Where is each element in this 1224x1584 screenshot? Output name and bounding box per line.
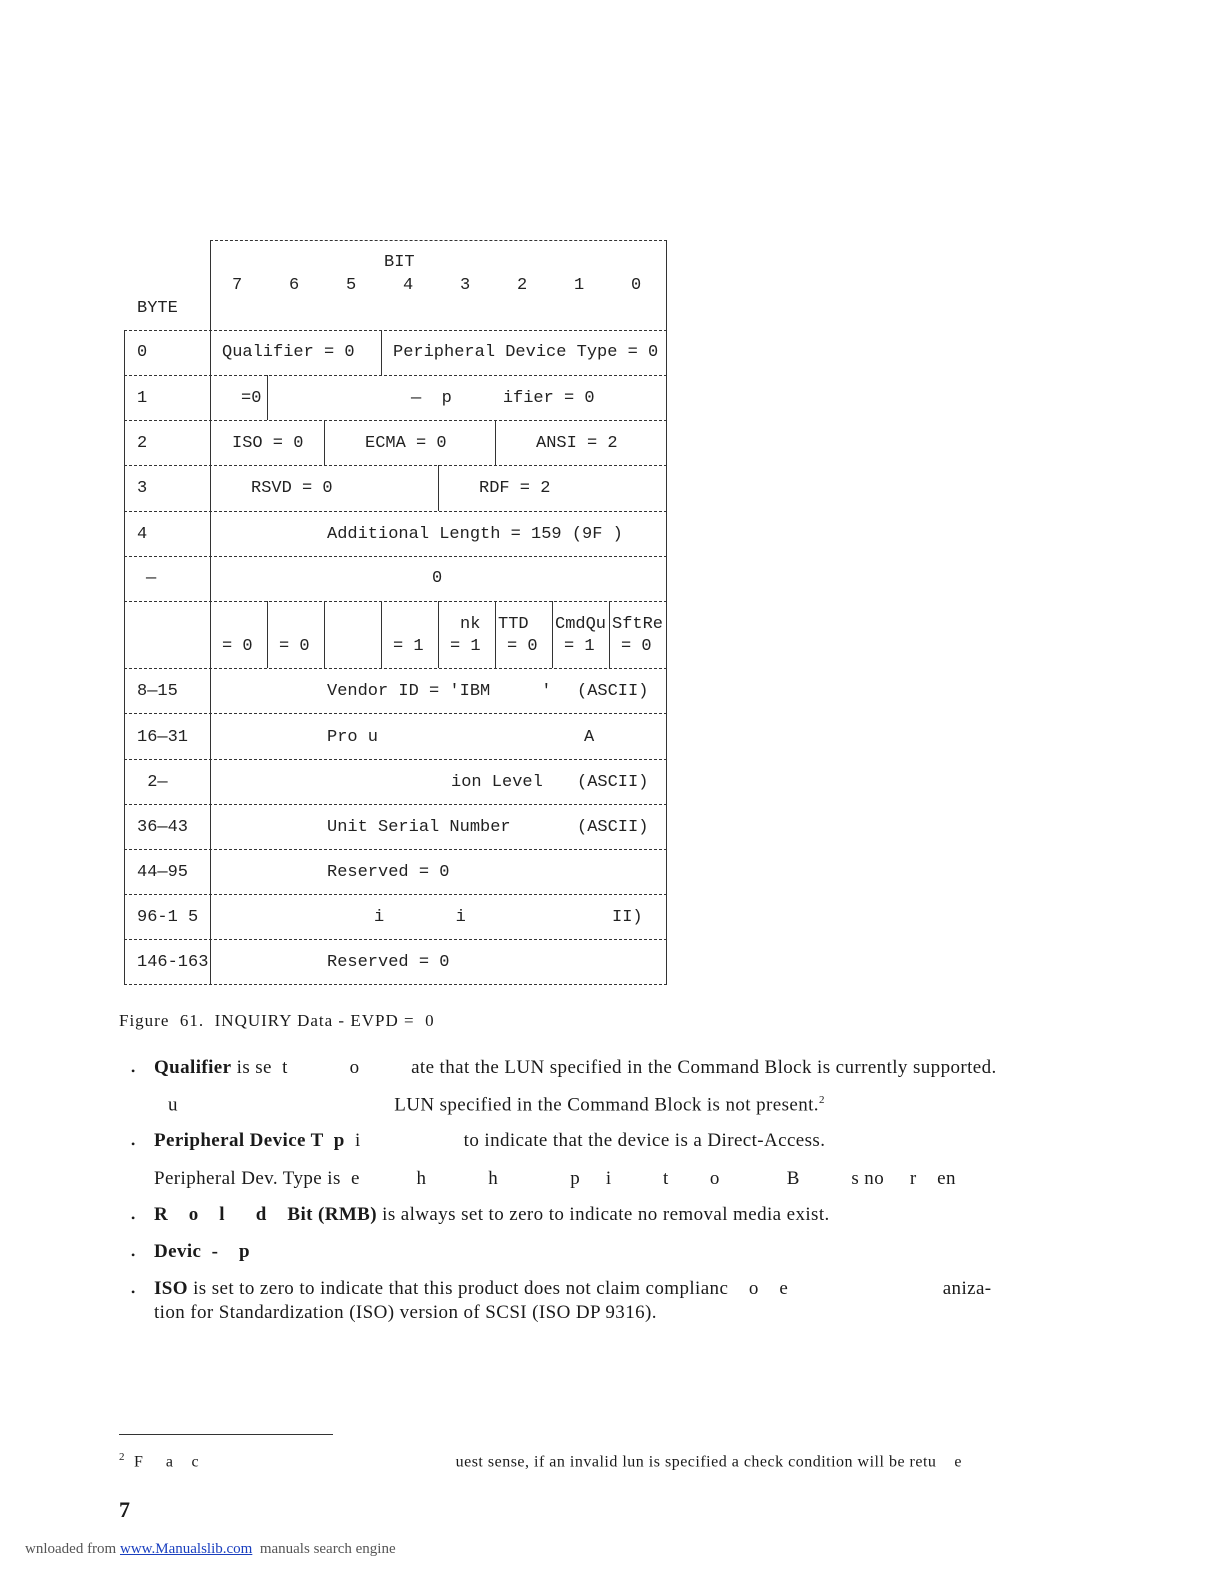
encoding-cell: (ASCII): [577, 682, 649, 701]
byte-cell: 146-163: [137, 953, 209, 972]
peripheral-device-type-cell: Peripheral Device Type = 0: [393, 343, 659, 362]
byte-cell: 1: [137, 389, 148, 408]
list-item: [154, 1241, 250, 1263]
encoding-cell: A: [584, 728, 595, 747]
term: ISO: [154, 1278, 188, 1299]
description: u LUN specified in the Command Block is not present.: [168, 1094, 819, 1116]
footnote-mark: 2: [119, 1451, 125, 1463]
byte-cell: 2: [137, 434, 148, 453]
table-line: [495, 420, 496, 465]
iso-cell: ISO = 0: [232, 434, 304, 453]
table-line: [124, 849, 667, 850]
reserved-cell: 0: [432, 569, 443, 588]
table-line: [124, 984, 667, 985]
byte-cell: 3: [137, 479, 148, 498]
additional-length-cell: Additional Length = 159 (9F ): [327, 525, 623, 544]
table-line: [124, 465, 667, 466]
bullet-dot-icon: •: [131, 1137, 136, 1151]
flag-value: = 1: [564, 637, 595, 656]
byte-cell: 36—43: [137, 818, 189, 837]
unit-serial-number-cell: Unit Serial Number: [327, 818, 511, 837]
byte-header: BYTE: [137, 299, 178, 318]
encoding-cell: (ASCII): [577, 773, 649, 792]
reserved-cell: Reserved = 0: [327, 953, 450, 972]
qualifier-cell: Qualifier = 0: [222, 343, 355, 362]
bit-number: 6: [289, 276, 300, 295]
description: is set to zero to indicate that this product does not claim complianc o e aniza-: [187, 1278, 992, 1299]
table-line: [124, 601, 667, 602]
bit-number: 1: [574, 276, 585, 295]
ecma-cell: ECMA = 0: [365, 434, 447, 453]
flag-name: CmdQu: [555, 615, 607, 634]
table-line: [124, 420, 667, 421]
bit-number: 7: [232, 276, 243, 295]
byte-cell: 96-1 5: [137, 908, 199, 927]
bit-number: 0: [631, 276, 642, 295]
footnote-text: F a c uest sense, if an invalid lun is specified a check condition will be retu e: [134, 1453, 963, 1471]
bit-number: 5: [346, 276, 357, 295]
byte-cell: 44—95: [137, 863, 189, 882]
table-line: [324, 420, 325, 465]
table-line: [495, 601, 496, 668]
table-line: [210, 240, 211, 985]
download-footer: [25, 1541, 396, 1558]
list-item: [154, 1130, 825, 1152]
table-line: [124, 894, 667, 895]
list-item: [154, 1278, 992, 1300]
byte-cell: 8—15: [137, 682, 178, 701]
footnote-divider: [119, 1434, 333, 1435]
table-line: [438, 465, 439, 511]
table-line: [124, 556, 667, 557]
table-line: [267, 375, 268, 420]
reserved-cell: Reserved = 0: [327, 863, 450, 882]
flag-value: = 0: [222, 637, 253, 656]
table-line: [124, 804, 667, 805]
list-item: [154, 1057, 997, 1079]
term: Qualifier: [154, 1057, 232, 1078]
table-line: [210, 240, 667, 241]
bit-number: 3: [460, 276, 471, 295]
flag-value: = 0: [621, 637, 652, 656]
term: Peripheral Device T p: [154, 1130, 345, 1151]
table-line: [124, 511, 667, 512]
table-line: [609, 601, 610, 668]
table-line: [124, 330, 125, 985]
manualslib-link[interactable]: www.Manualslib.com: [119, 1541, 253, 1557]
table-line: [124, 939, 667, 940]
list-item-continuation: Peripheral Dev. Type is e h h p i t o B s no r en: [154, 1168, 956, 1189]
flag-value: = 0: [279, 637, 310, 656]
table-line: [267, 601, 268, 668]
table-line: [666, 240, 667, 985]
byte-cell: 16—31: [137, 728, 189, 747]
table-line: [552, 601, 553, 668]
byte-cell: —: [146, 569, 157, 588]
flag-name: SftRe: [612, 615, 664, 634]
field-cell: i i: [374, 908, 466, 927]
footer-prefix: wnloaded from: [25, 1541, 120, 1557]
table-line: [124, 713, 667, 714]
flag-value: = 0: [507, 637, 538, 656]
rsvd-cell: RSVD = 0: [251, 479, 333, 498]
bit-number: 4: [403, 276, 414, 295]
bit-number: 2: [517, 276, 528, 295]
flag-value: = 1: [393, 637, 424, 656]
table-line: [438, 601, 439, 668]
table-line: [381, 601, 382, 668]
table-line: [124, 668, 667, 669]
flag-name: nk: [460, 615, 481, 634]
device-type-modifier-cell: — p ifier = 0: [411, 389, 595, 408]
byte-cell: 2—: [137, 773, 168, 792]
byte-cell: 4: [137, 525, 148, 544]
encoding-cell: (ASCII): [577, 818, 649, 837]
bullet-dot-icon: •: [131, 1248, 136, 1262]
bit-header: BIT: [384, 253, 415, 272]
term: R o l d Bit (RMB): [154, 1204, 377, 1225]
footnote-ref[interactable]: 2: [818, 1094, 825, 1106]
byte-cell: 0: [137, 343, 148, 362]
bullet-dot-icon: •: [131, 1064, 136, 1078]
list-item-continuation: [168, 1094, 825, 1116]
table-line: [124, 375, 667, 376]
list-item: [154, 1204, 830, 1226]
table-line: [124, 759, 667, 760]
encoding-cell: II): [612, 908, 643, 927]
table-line: [381, 330, 382, 375]
table-line: [324, 601, 325, 668]
footnote: [119, 1451, 962, 1471]
description: is always set to zero to indicate no removal media exist.: [376, 1204, 830, 1225]
page-number: 7: [119, 1497, 130, 1522]
term: Devic - p: [154, 1241, 250, 1262]
description: is se t o ate that the LUN specified in the Command Block is currently supported.: [231, 1057, 997, 1078]
rdf-cell: RDF = 2: [479, 479, 551, 498]
bullet-dot-icon: •: [131, 1285, 136, 1299]
list-item-continuation: tion for Standardization (ISO) version of SCSI (ISO DP 9316).: [154, 1302, 657, 1323]
figure-caption: Figure 61. INQUIRY Data - EVPD = 0: [119, 1011, 435, 1030]
flag-name: TTD: [498, 615, 529, 634]
rmb-cell: =0: [241, 389, 262, 408]
table-line: [124, 330, 667, 331]
product-id-cell: Pro u: [327, 728, 379, 747]
revision-level-cell: ion Level: [451, 773, 543, 792]
vendor-id-cell: Vendor ID = 'IBM ': [327, 682, 552, 701]
description: i to indicate that the device is a Direct-Access.: [344, 1130, 826, 1151]
flag-value: = 1: [450, 637, 481, 656]
ansi-cell: ANSI = 2: [536, 434, 618, 453]
footer-suffix: manuals search engine: [252, 1541, 396, 1557]
bullet-dot-icon: •: [131, 1211, 136, 1225]
